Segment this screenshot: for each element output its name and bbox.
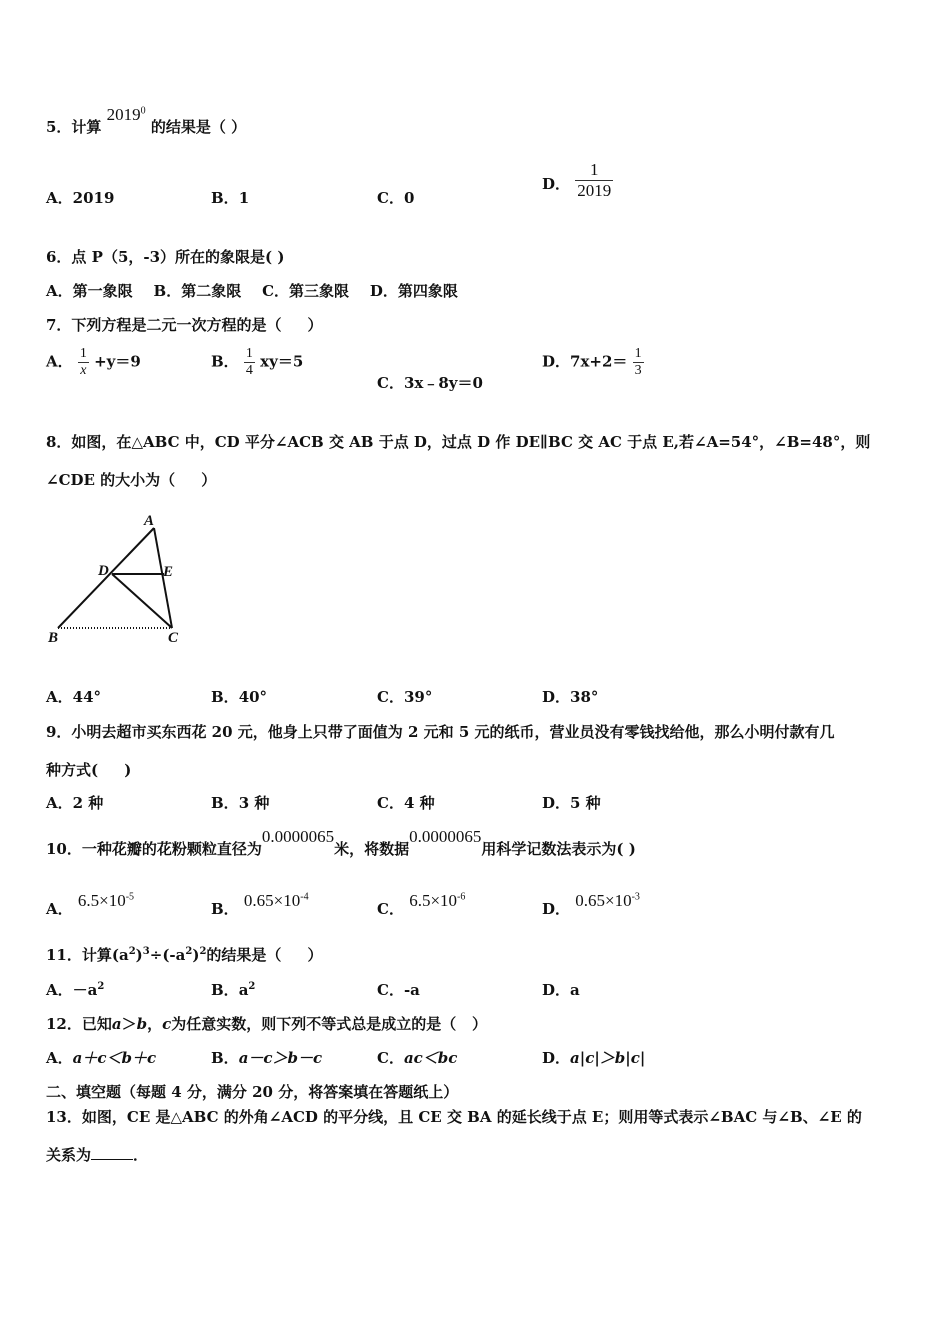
- q8-triangle-figure: [40, 510, 210, 655]
- q5-expression: 2019$^0$: [106, 105, 146, 124]
- q8-option-b[interactable]: B．40°: [211, 688, 268, 706]
- label-d: D: [98, 563, 109, 579]
- label-c: C: [168, 630, 179, 646]
- q8-option-d[interactable]: D．38°: [542, 688, 599, 706]
- section-heading-fill-in: 二、填空题（每题 4 分，满分 20 分，将答案填在答题纸上）: [46, 1083, 459, 1101]
- q12-option-c[interactable]: C．ac＜bc: [377, 1049, 458, 1067]
- q13-answer-blank[interactable]: [91, 1159, 133, 1160]
- q11-option-b[interactable]: B．$a^2$: [211, 981, 256, 999]
- label-e: E: [163, 564, 174, 580]
- q10-number-1: 0.0000065: [261, 827, 335, 846]
- q8-stem-line1: 8．如图，在△ABC 中，CD 平分∠ACB 交 AB 于点 D，过点 D 作 DE∥BC 交 AC 于点 E,若∠A=54°，∠B=48°，则: [46, 433, 871, 451]
- q10-number-2: 0.0000065: [409, 827, 482, 846]
- q5-option-d[interactable]: D． $\frac{1}{2019}$: [542, 160, 612, 200]
- q7-option-c[interactable]: C．3x﹣8y＝0: [377, 374, 483, 392]
- q8-stem-line2: ∠CDE 的大小为（ ）: [46, 471, 217, 489]
- q11-stem: 11．计算$(a^2)^3\div(-a^2)^2$的结果是（ ）: [46, 946, 323, 964]
- q7-option-a[interactable]: A． $\frac{1}{x}$ +y＝9: [46, 346, 141, 378]
- q12-option-d[interactable]: D．a|c|＞b|c|: [542, 1049, 646, 1067]
- q5-option-a[interactable]: A．2019: [46, 189, 115, 207]
- q7-option-b[interactable]: B． $\frac{1}{4}$ xy＝5: [211, 346, 304, 378]
- q13-stem-line2: 关系为 ．: [46, 1146, 149, 1164]
- q9-option-c[interactable]: C．4 种: [377, 794, 435, 812]
- q5-stem: 5．计算 2019$^0$ 的结果是（ ）: [46, 105, 247, 136]
- label-b: B: [48, 630, 59, 646]
- q12-option-a[interactable]: A．a＋c＜b＋c: [46, 1049, 157, 1067]
- q5-option-b[interactable]: B．1: [211, 189, 250, 207]
- q10-option-a[interactable]: A． $6.5\times 10^{-5}$: [46, 891, 135, 918]
- q13-stem-line1: 13．如图，CE 是△ABC 的外角∠ACD 的平分线，且 CE 交 BA 的延长线于点 E；则用等式表示∠BAC 与∠B、∠E 的: [46, 1108, 862, 1126]
- q7-stem: 7．下列方程是二元一次方程的是（ ）: [46, 316, 323, 334]
- q6-stem: 6．点 P（5，-3）所在的象限是( ): [46, 248, 285, 266]
- q11-option-c[interactable]: C．-a: [377, 981, 420, 999]
- q12-stem: 12．已知a＞b，c为任意实数，则下列不等式总是成立的是（ ）: [46, 1015, 487, 1033]
- q9-stem-line2: 种方式( ): [46, 761, 132, 779]
- q8-option-a[interactable]: A．44°: [46, 688, 102, 706]
- q7-option-d[interactable]: D．7x+2＝ $\frac{1}{3}$: [542, 346, 642, 378]
- q10-stem: 10．一种花瓣的花粉颗粒直径为0.0000065米，将数据0.0000065用科学记数法表示为( ): [46, 827, 636, 858]
- q6-options[interactable]: A．第一象限 B．第二象限 C．第三象限 D．第四象限: [46, 282, 458, 300]
- q11-option-d[interactable]: D．a: [542, 981, 580, 999]
- q10-option-c[interactable]: C． $6.5\times 10^{-6}$: [377, 891, 466, 918]
- q10-option-d[interactable]: D． $0.65\times 10^{-3}$: [542, 891, 640, 918]
- q12-option-b[interactable]: B．a－c＞b－c: [211, 1049, 323, 1067]
- q9-option-b[interactable]: B．3 种: [211, 794, 270, 812]
- q5-option-c[interactable]: C．0: [377, 189, 415, 207]
- label-a: A: [144, 513, 155, 529]
- q10-option-b[interactable]: B． $0.65\times 10^{-4}$: [211, 891, 309, 918]
- q9-stem-line1: 9．小明去超市买东西花 20 元，他身上只带了面值为 2 元和 5 元的纸币，营业员没有零钱找给他，那么小明付款有几: [46, 723, 835, 741]
- q9-option-a[interactable]: A．2 种: [46, 794, 104, 812]
- q5-option-d-fraction: $\frac{1}{2019}$: [577, 160, 612, 200]
- q9-option-d[interactable]: D．5 种: [542, 794, 601, 812]
- q8-option-c[interactable]: C．39°: [377, 688, 433, 706]
- q11-option-a[interactable]: A．$-a^2$: [46, 981, 105, 999]
